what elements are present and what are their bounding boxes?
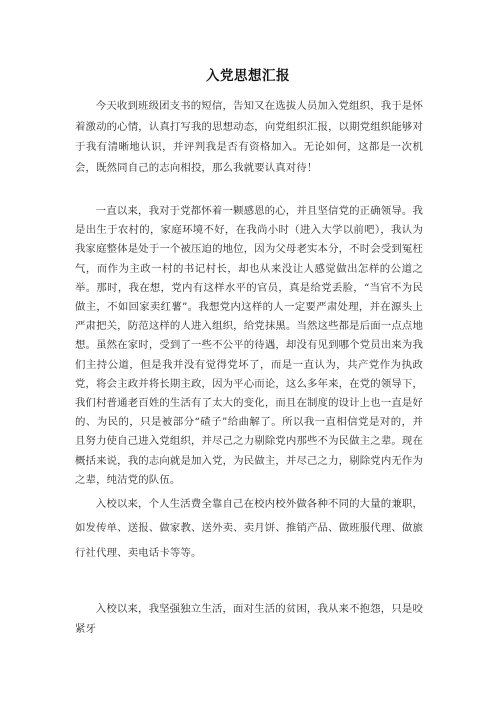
paragraph-1: 今天收到班级团支书的短信，告知又在选拔人员加入党组织，我于是怀着激动的心情，认真打写我的思想动态，向党组织汇报，以期党组织能够对于我有清晰地认识，并评判我是否有资格加入。无论如何，这都是一次机会，既然同自己的志向相投，那么我就要认真对待！ — [75, 100, 423, 175]
paragraph-2-block — [75, 202, 423, 490]
paragraph-4: 入校以来，我坚强独立生活，面对生活的贫困，我从来不抱怨，只是咬紧牙 — [75, 603, 423, 635]
paragraph-2: 一直以来，我对于党都怀着一颗感恩的心，并且坚信党的正确领导。我是出生于农村的，家庭环境不好，在我尚小时（进入大学以前吧），我认为我家庭整体是处于一个被压迫的地位，因为父母老实本分，不时会受到冤枉气，而作为主政一村的书记村长，却也从来没让人感觉做出怎样的公道之举。那时，我在想，党内有这样水平的官员，真是给党丢脸，“当官不为民做主，不如回家卖红薯”。我想党内这样的人一定要严肃处理，并在源头上严肃把关，防范这样的人进入组织，给党抹黑。当然这些都是后面一点点地想。虽然在家时，受到了一些不公平的待遇，却没有见到哪个党员出来为我们主持公道，但是我并没有觉得党坏了，而是一直认为，共产党作为执政党，将会主政并将长期主政，因为平心而论，这么多年来，在党的领导下，我们村普通老百姓的生活有了太大的变化，而且在制度的设计上也一直是好的、为民的，只是被部分“碴子”给曲解了。所以我一直相信党是对的，并且努力使自己进入党组织，并尽己之力剔除党内那些不为民做主之辈。现在概括来说，我的志向就是加入党，为民做主，并尽己之力，剔除党内无作为之辈，纯洁党的队伍。 — [75, 205, 423, 486]
paragraph-1-block — [75, 96, 423, 179]
document-title: 入党思想汇报 — [206, 68, 290, 84]
paragraph-3-block — [75, 492, 423, 565]
paragraph-3: 入校以来，个人生活费全靠自己在校内校外做各种不同的大量的兼职，如发传单、送报、做家教、送外卖、卖月饼、推销产品、做班服代理、做旅行社代理、卖电话卡等等。 — [75, 498, 423, 559]
paragraph-4-block — [75, 599, 423, 639]
